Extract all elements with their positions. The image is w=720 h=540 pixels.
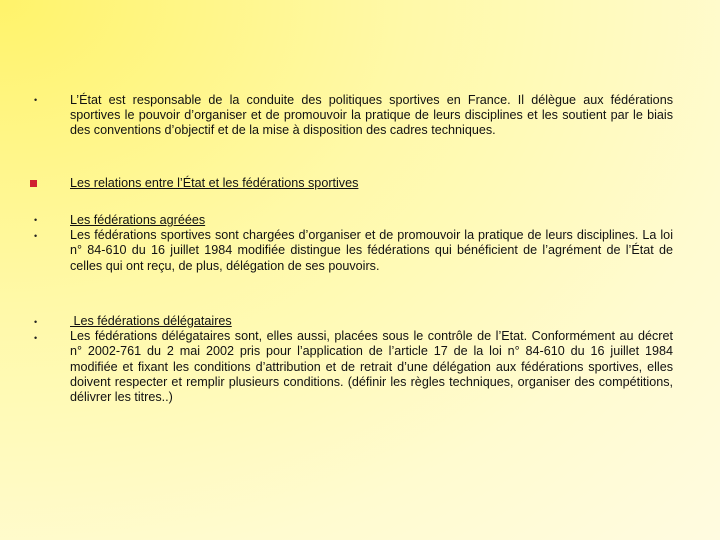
bullet-dot: • [34,333,38,343]
delegataires-block [70,314,673,405]
agreees-heading: Les fédérations agréées [70,213,206,227]
agreees-block [70,213,673,274]
bullet-dot: • [34,231,38,241]
delegataires-heading: Les fédérations délégataires [70,314,232,328]
square-bullet-icon [30,180,37,187]
agreees-paragraph: Les fédérations sportives sont chargées d’organiser et de promouvoir la pratique de leurs disciplines. La loi n° 84-610 du 16 juillet 1984 modifiée distingue les fédérations qui bénéficient de l’agrément de l’État de celles qui ont reçu, de plus, délégation de ses pouvoirs. [70,228,673,273]
bullet-dot: • [34,215,38,225]
delegataires-note: (définir les règles techniques, organiser des compétitions, délivrer les titres..) [70,374,673,405]
section-title: Les relations entre l’État et les fédérations sportives [70,176,359,190]
bullet-dot: • [34,317,38,327]
bullet-dot: • [34,95,38,105]
delegataires-text: Les fédérations délégataires sont, elles aussi, placées sous le contrôle de l’Etat. Conformément au décret n° 2002-761 du 2 mai 2002 pris pour l’application de l’article 17 de la loi n° 84-610 du 16 juillet 1984 modifiée et fixant les conditions d’attribution et de retrait d’une délégation aux fédérations sportives, elles doivent respecter et remplir plusieurs conditions. [70,329,673,389]
intro-paragraph: L’État est responsable de la conduite des politiques sportives en France. Il délègue aux fédérations sportives le pouvoir d’organiser et de promouvoir la pratique de leurs disciplines et les soutient par le biais des conventions d’objectif et de la mise à disposition des cadres techniques. [70,93,673,138]
delegataires-paragraph [70,329,673,405]
